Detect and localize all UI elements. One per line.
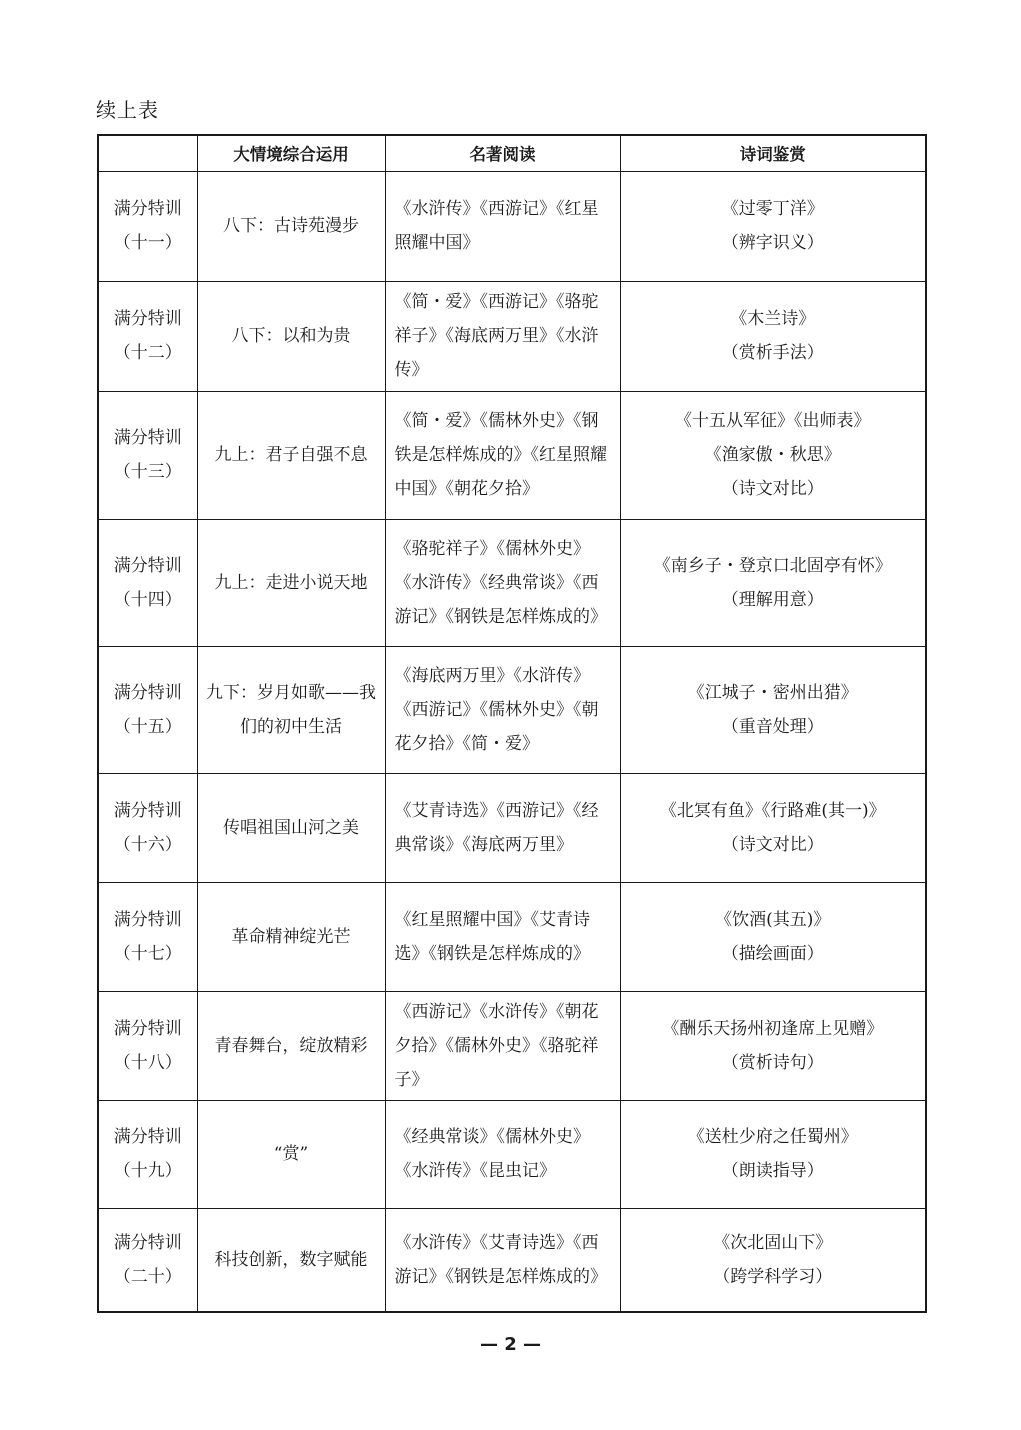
lesson-number: （二十） [113,1266,182,1287]
lesson-number: （十二） [113,343,182,363]
lesson-cell [98,1208,197,1312]
poem-task: （诗文对比） [721,834,824,855]
poetry-cell [620,171,926,281]
books-cell: 《海底两万里》《水浒传》《西游记》《儒林外史》《朝花夕拾》《简・爱》 [385,646,620,773]
poetry-cell [620,991,926,1100]
theme-cell: “赏” [197,1100,385,1208]
lesson-number: （十六） [113,834,182,855]
poem-task: （跨学科学习） [713,1266,833,1287]
books-cell: 《经典常谈》《儒林外史》《水浒传》《昆虫记》 [385,1100,620,1208]
poetry-cell [620,773,926,882]
lesson-title: 满分特训 [113,428,182,448]
header-blank [98,135,197,171]
lesson-title: 满分特训 [113,909,182,930]
poem-task: （重音处理） [721,716,824,737]
poem-title: 《南乡子・登京口北固亭有怀》 [653,555,892,576]
lesson-cell [98,171,197,281]
poem-task: （朗读指导） [721,1161,824,1181]
lesson-title: 满分特训 [113,682,182,703]
poem-title: 《江城子・密州出猎》 [687,682,858,703]
theme-cell: 科技创新，数字赋能 [197,1208,385,1312]
table-row [98,171,926,281]
table-row [98,991,926,1100]
table-row [98,281,926,391]
books-cell: 《水浒传》《艾青诗选》《西游记》《钢铁是怎样炼成的》 [385,1208,620,1312]
poem-task: （赏析诗句） [721,1052,824,1073]
header-scenario: 大情境综合运用 [197,135,385,171]
poem-task: （赏析手法） [721,343,824,363]
poem-title-2: 《渔家傲・秋思》 [704,445,841,465]
lesson-cell [98,391,197,519]
poetry-cell [620,882,926,991]
schedule-table [97,134,927,1313]
poetry-cell [620,1208,926,1312]
lesson-cell [98,281,197,391]
poem-title: 《十五从军征》《出师表》 [675,411,871,431]
poem-title: 《送杜少府之任蜀州》 [687,1127,858,1147]
poem-task: （理解用意） [721,589,824,610]
poem-title: 《木兰诗》 [730,309,816,329]
table-row [98,391,926,519]
table-row [98,1100,926,1208]
poem-title: 《饮酒(其五)》 [715,909,831,930]
lesson-number: （十一） [113,233,182,253]
poetry-cell [620,391,926,519]
lesson-title: 满分特训 [113,309,182,329]
poem-title: 《过零丁洋》 [721,199,824,219]
poetry-cell [620,646,926,773]
theme-cell: 革命精神绽光芒 [197,882,385,991]
lesson-title: 满分特训 [113,1018,182,1039]
lesson-cell [98,646,197,773]
lesson-number: （十四） [113,589,182,610]
books-cell: 《简・爱》《儒林外史》《钢铁是怎样炼成的》《红星照耀中国》《朝花夕拾》 [385,391,620,519]
header-poetry: 诗词鉴赏 [620,135,926,171]
poem-task: （诗文对比） [721,479,824,499]
books-cell: 《红星照耀中国》《艾青诗选》《钢铁是怎样炼成的》 [385,882,620,991]
lesson-cell [98,991,197,1100]
lesson-number: （十九） [113,1161,182,1181]
table-caption: 续上表 [96,98,159,122]
lesson-title: 满分特训 [113,1127,182,1147]
theme-cell: 青春舞台，绽放精彩 [197,991,385,1100]
poem-task: （描绘画面） [721,943,824,964]
table-row [98,646,926,773]
table-row [98,773,926,882]
books-cell: 《西游记》《水浒传》《朝花夕拾》《儒林外史》《骆驼祥子》 [385,991,620,1100]
header-row [98,135,926,171]
lesson-title: 满分特训 [113,199,182,219]
poem-title: 《次北固山下》 [713,1232,833,1253]
theme-cell: 九下：岁月如歌——我们的初中生活 [197,646,385,773]
theme-cell: 八下：古诗苑漫步 [197,171,385,281]
theme-cell: 九上：走进小说天地 [197,519,385,646]
poem-task: （辨字识义） [721,233,824,253]
table-row [98,882,926,991]
lesson-number: （十三） [113,462,182,482]
page-number: — 2 — [479,1334,542,1355]
books-cell: 《水浒传》《西游记》《红星照耀中国》 [385,171,620,281]
lesson-cell [98,519,197,646]
theme-cell: 传唱祖国山河之美 [197,773,385,882]
books-cell: 《骆驼祥子》《儒林外史》《水浒传》《经典常谈》《西游记》《钢铁是怎样炼成的》 [385,519,620,646]
lesson-number: （十八） [113,1052,182,1073]
table-row [98,1208,926,1312]
poetry-cell [620,519,926,646]
poem-title: 《酬乐天扬州初逢席上见赠》 [662,1018,884,1039]
lesson-number: （十五） [113,716,182,737]
lesson-cell [98,1100,197,1208]
lesson-title: 满分特训 [113,1232,182,1253]
lesson-cell [98,773,197,882]
lesson-number: （十七） [113,943,182,964]
lesson-title: 满分特训 [113,800,182,821]
poetry-cell [620,1100,926,1208]
header-classics: 名著阅读 [385,135,620,171]
poem-title: 《北冥有鱼》《行路难(其一)》 [659,800,886,821]
poetry-cell [620,281,926,391]
theme-cell: 八下：以和为贵 [197,281,385,391]
books-cell: 《艾青诗选》《西游记》《经典常谈》《海底两万里》 [385,773,620,882]
table-row [98,519,926,646]
lesson-title: 满分特训 [113,555,182,576]
books-cell: 《简・爱》《西游记》《骆驼祥子》《海底两万里》《水浒传》 [385,281,620,391]
theme-cell: 九上：君子自强不息 [197,391,385,519]
lesson-cell [98,882,197,991]
